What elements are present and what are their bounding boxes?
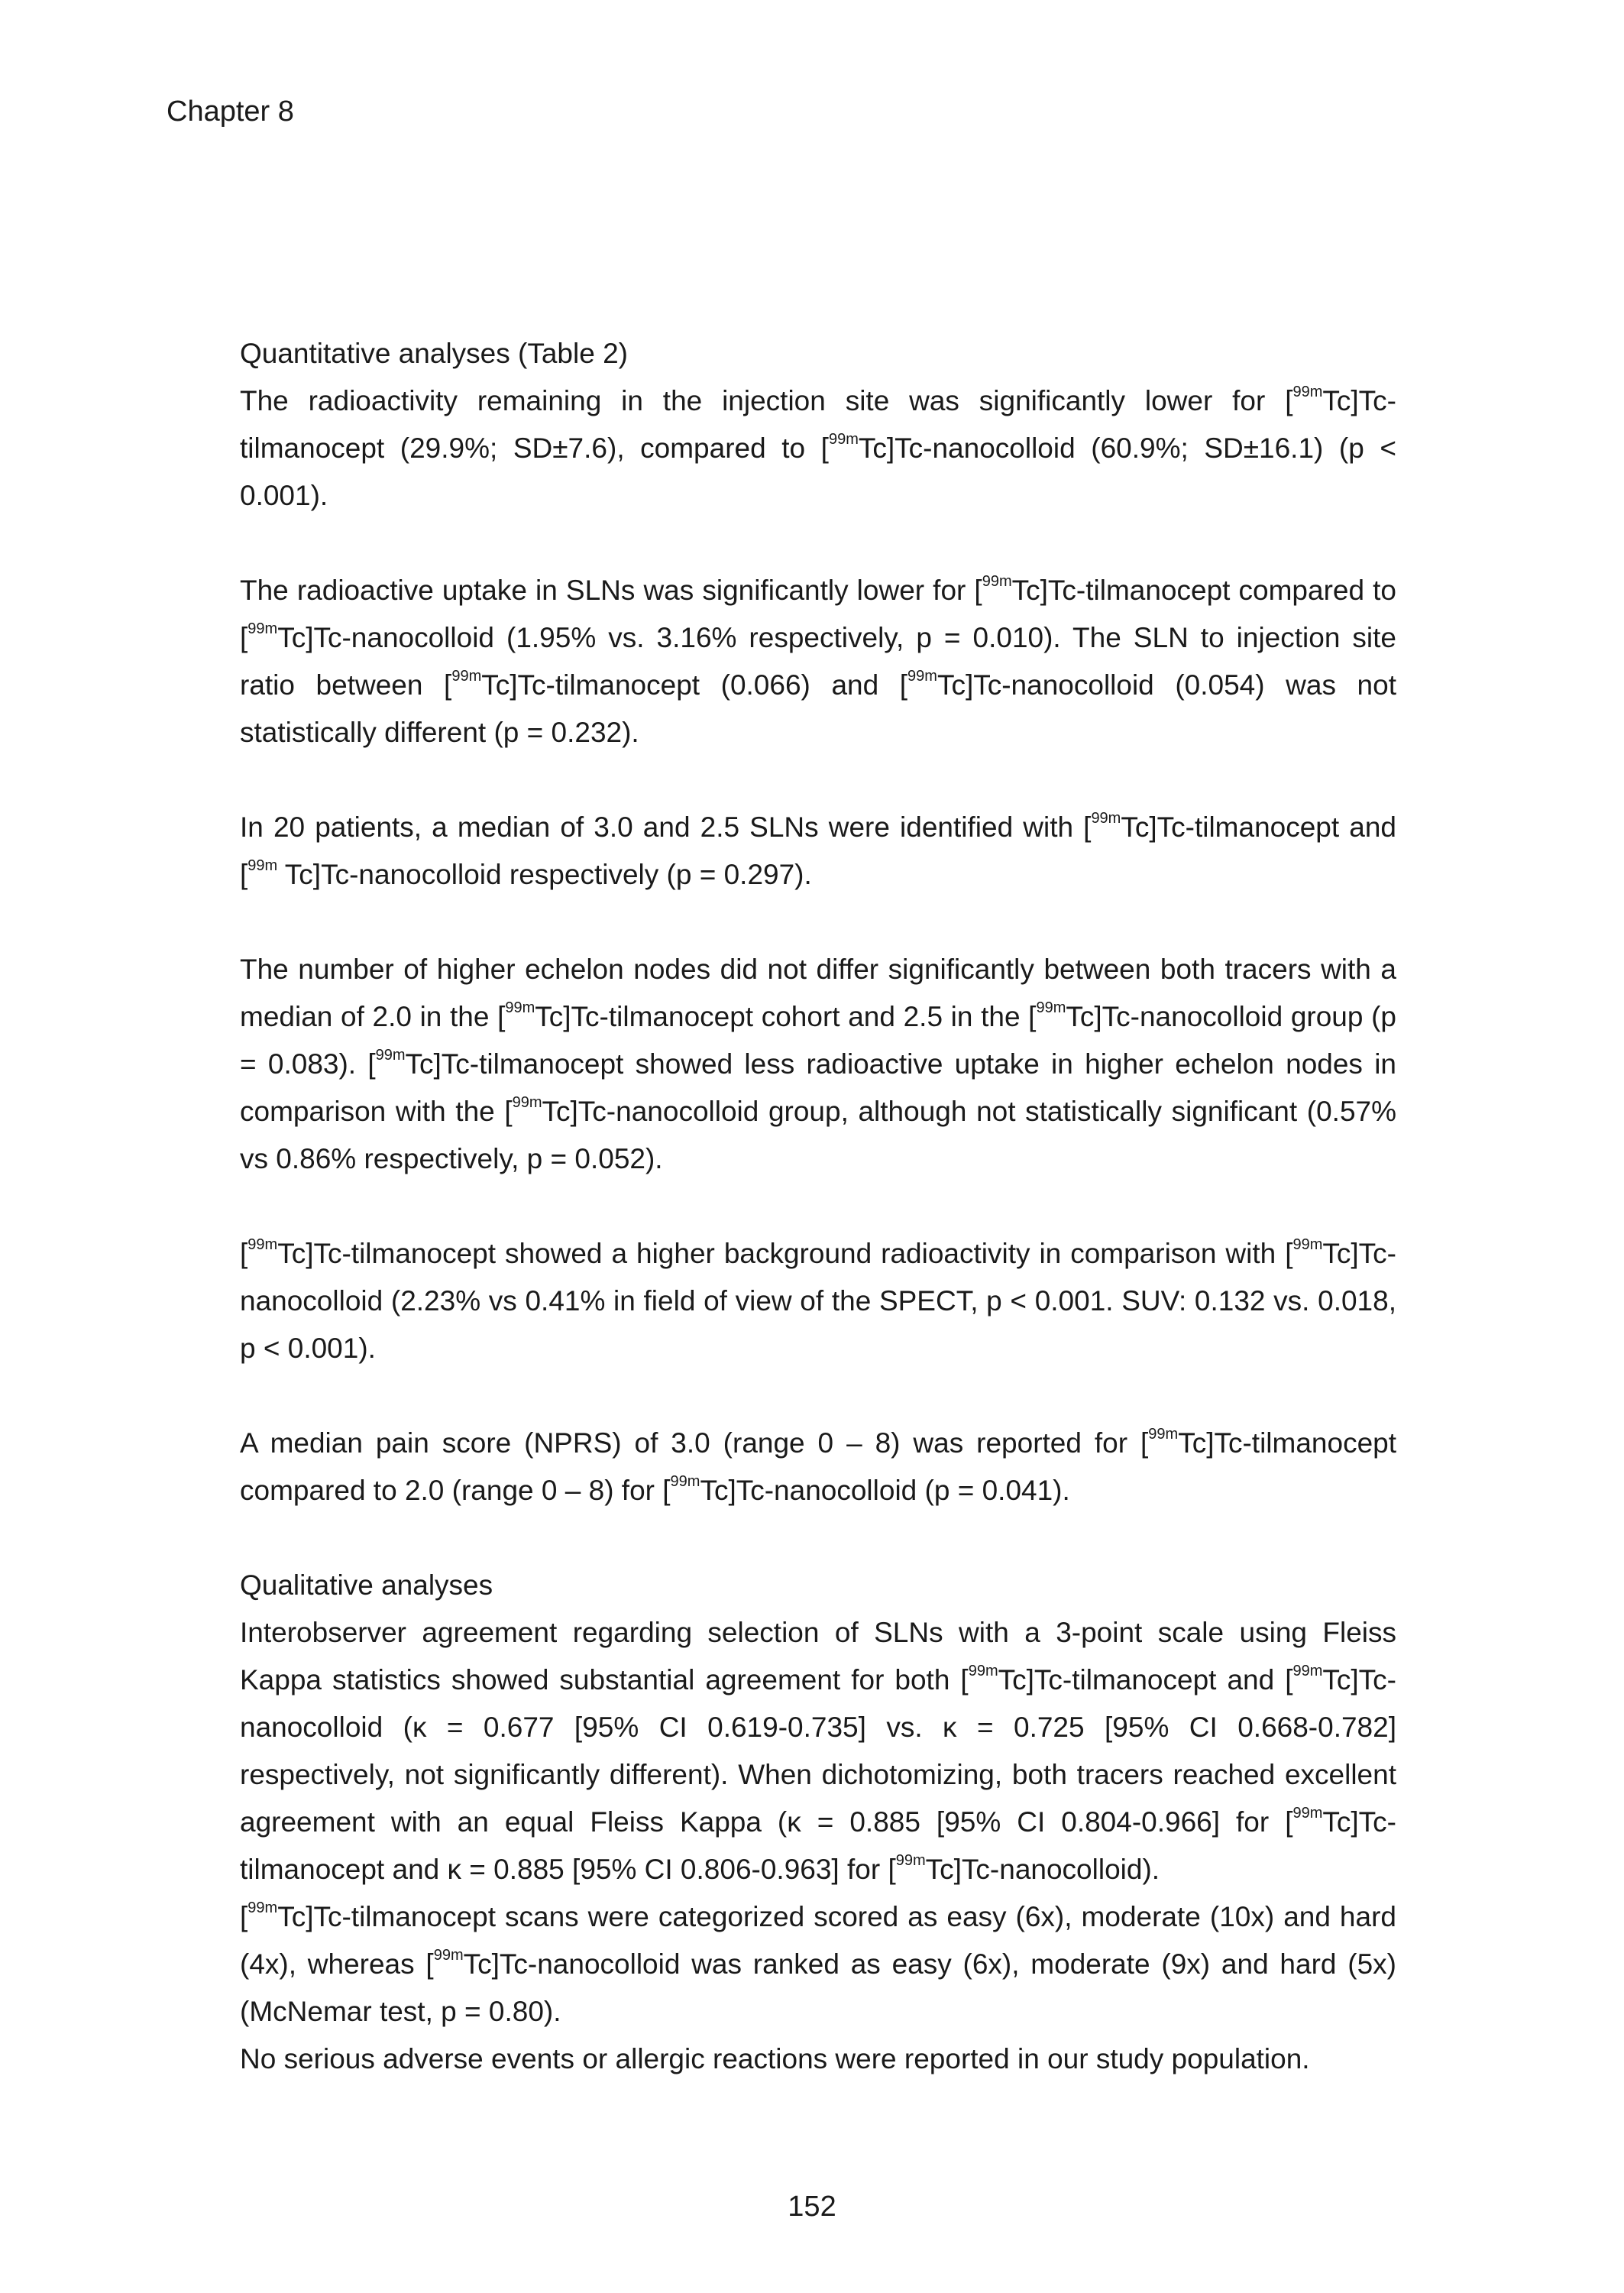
text-run: [	[240, 1901, 248, 1932]
isotope-superscript: 99m	[907, 668, 937, 685]
text-run: Tc]Tc-nanocolloid respectively (p = 0.297).	[277, 859, 812, 890]
text-run: Tc]Tc-tilmanocept and [	[998, 1664, 1293, 1695]
text-run: Tc]Tc-nanocolloid group (p = 0.083). [	[240, 1001, 1396, 1080]
text-run: Tc]Tc-tilmanocept compared to [	[240, 575, 1396, 653]
text-run: The number of higher echelon nodes did not differ significantly between both tracers with a median of 2.0 in the [	[240, 954, 1396, 1032]
isotope-superscript: 99m	[375, 1047, 406, 1064]
text-run: Tc]Tc-nanocolloid group, although not statistically significant (0.57% vs 0.86% respectively, p = 0.052).	[240, 1096, 1396, 1174]
text-run: Tc]Tc-tilmanocept showed less radioactive uptake in higher echelon nodes in comparison with the [	[240, 1048, 1396, 1127]
text-run: Tc]Tc-tilmanocept (29.9%; SD±7.6), compared to [	[240, 385, 1396, 464]
text-run: The radioactive uptake in SLNs was significantly lower for [	[240, 575, 982, 606]
isotope-superscript: 99m	[1292, 1663, 1323, 1679]
text-run: Tc]Tc-tilmanocept compared to 2.0 (range 0 – 8) for [	[240, 1427, 1396, 1506]
paragraph-sln-uptake	[240, 567, 1396, 756]
isotope-superscript: 99m	[1036, 999, 1066, 1016]
isotope-superscript: 99m	[512, 1094, 542, 1111]
isotope-superscript: 99m	[1292, 384, 1323, 400]
text-run: In 20 patients, a median of 3.0 and 2.5 SLNs were identified with [	[240, 811, 1092, 843]
body-text	[240, 330, 1396, 2083]
isotope-superscript: 99m	[505, 999, 535, 1016]
isotope-superscript: 99m	[247, 620, 278, 637]
page-number: 152	[788, 2191, 836, 2223]
isotope-superscript: 99m	[247, 857, 278, 874]
text-run: Tc]Tc-nanocolloid (60.9%; SD±16.1) (p < 0.001).	[240, 432, 1397, 511]
paragraph-interobserver	[240, 1609, 1396, 1893]
paragraph-higher-echelon	[240, 946, 1396, 1183]
text-run: Interobserver agreement regarding selection of SLNs with a 3-point scale using Fleiss Kappa statistics showed substantial agreement for both [	[240, 1617, 1396, 1695]
text-run: Tc]Tc-nanocolloid (1.95% vs. 3.16% respectively, p = 0.010). The SLN to injection site ratio between [	[240, 622, 1396, 701]
isotope-superscript: 99m	[982, 573, 1012, 590]
text-run: Tc]Tc-nanocolloid (2.23% vs 0.41% in field of view of the SPECT, p < 0.001. SUV: 0.132 vs. 0.018, p < 0.001).	[240, 1238, 1396, 1364]
text-run: Tc]Tc-nanocolloid (0.054) was not statistically different (p = 0.232).	[240, 669, 1396, 748]
section-heading-qualitative: Qualitative analyses	[240, 1569, 493, 1601]
isotope-superscript: 99m	[968, 1663, 998, 1679]
paragraph-scan-difficulty	[240, 1893, 1396, 2036]
text-run: [	[240, 1238, 248, 1269]
section-heading-quantitative: Quantitative analyses (Table 2)	[240, 338, 628, 369]
text-run: Tc]Tc-tilmanocept and [	[240, 811, 1396, 890]
text-run: Tc]Tc-tilmanocept cohort and 2.5 in the [	[535, 1001, 1037, 1032]
text-run: Tc]Tc-tilmanocept scans were categorized scored as easy (6x), moderate (10x) and hard (4x), whereas [	[240, 1901, 1396, 1980]
isotope-superscript: 99m	[247, 1236, 278, 1253]
text-run: Tc]Tc-nanocolloid was ranked as easy (6x), moderate (9x) and hard (5x) (McNemar test, p = 0.80).	[240, 1948, 1396, 2027]
isotope-superscript: 99m	[1148, 1426, 1179, 1443]
isotope-superscript: 99m	[247, 1899, 278, 1916]
text-run: Tc]Tc-tilmanocept (0.066) and [	[481, 669, 908, 701]
text-run: Tc]Tc-tilmanocept showed a higher background radioactivity in comparison with [	[277, 1238, 1293, 1269]
isotope-superscript: 99m	[828, 431, 859, 448]
isotope-superscript: 99m	[1091, 810, 1121, 827]
text-run: The radioactivity remaining in the injection site was significantly lower for [	[240, 385, 1293, 416]
paragraph-adverse-events: No serious adverse events or allergic reactions were reported in our study population.	[240, 2043, 1310, 2074]
paragraph-injection-site	[240, 377, 1396, 520]
isotope-superscript: 99m	[895, 1852, 926, 1869]
isotope-superscript: 99m	[1292, 1236, 1323, 1253]
paragraph-pain-score	[240, 1420, 1396, 1514]
text-run: Tc]Tc-tilmanocept and κ = 0.885 [95% CI 0.806-0.963] for [	[240, 1806, 1396, 1885]
text-run: Tc]Tc-nanocolloid).	[925, 1854, 1160, 1885]
isotope-superscript: 99m	[670, 1473, 700, 1490]
text-run: Tc]Tc-nanocolloid (p = 0.041).	[700, 1475, 1070, 1506]
isotope-superscript: 99m	[433, 1947, 464, 1964]
running-head: Chapter 8	[167, 96, 294, 128]
text-run: Tc]Tc-nanocolloid (κ = 0.677 [95% CI 0.619-0.735] vs. κ = 0.725 [95% CI 0.668-0.782] respectively, not significantly different). When dichotomizing, both tracers reached excellent agreement with an equal Fleiss Kappa (κ = 0.885 [95% CI 0.804-0.966] for [	[240, 1664, 1396, 1838]
paragraph-sln-count	[240, 804, 1396, 899]
paragraph-background	[240, 1230, 1396, 1372]
isotope-superscript: 99m	[1292, 1805, 1323, 1822]
text-run: A median pain score (NPRS) of 3.0 (range 0 – 8) was reported for [	[240, 1427, 1149, 1459]
isotope-superscript: 99m	[451, 668, 482, 685]
